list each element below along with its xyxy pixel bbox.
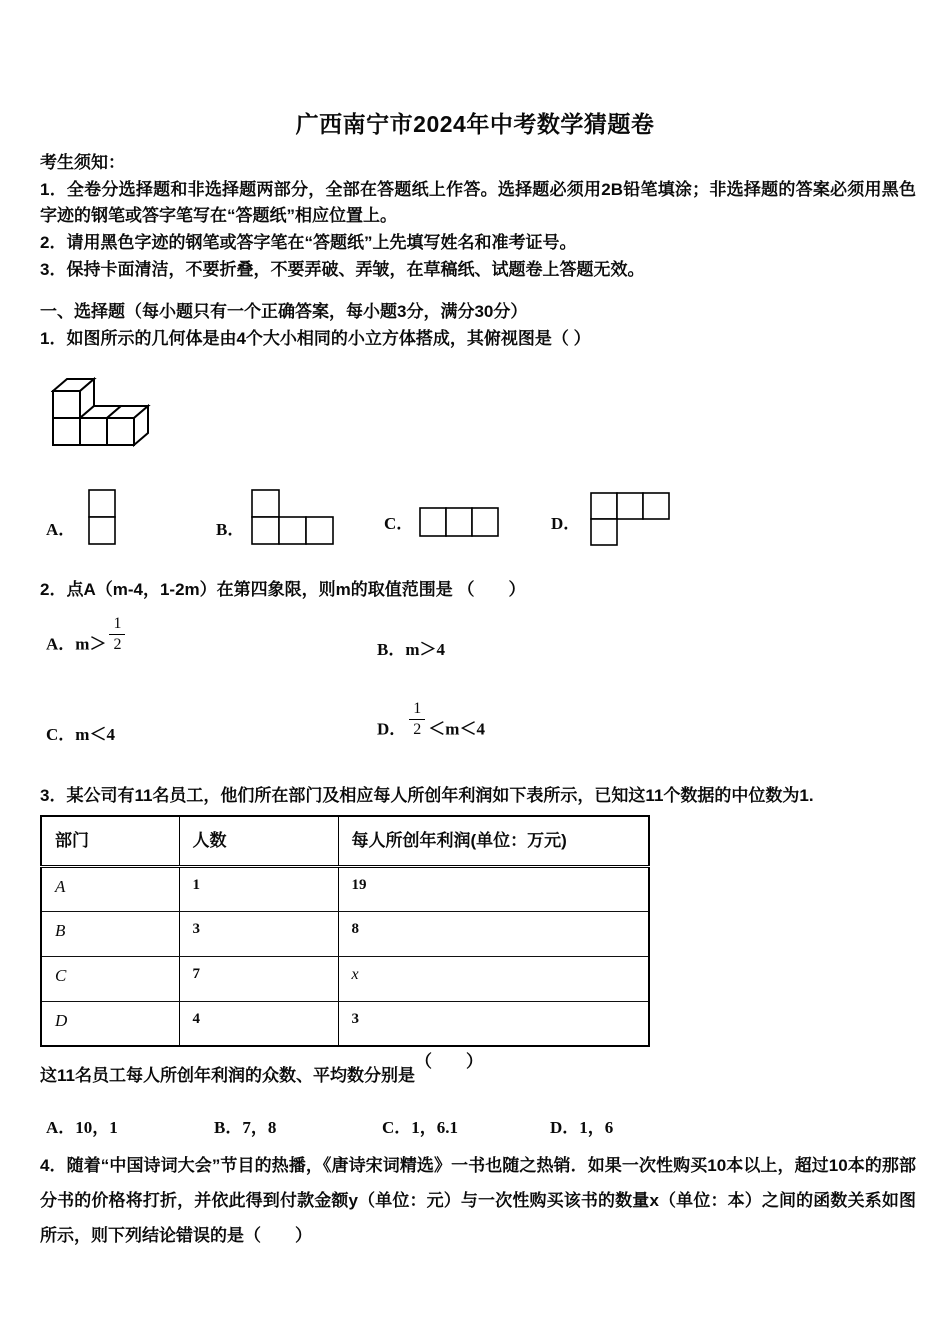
- q1-option-d-shape: [590, 492, 672, 548]
- q2-option-d-prefix: D．: [377, 719, 407, 739]
- q2-option-d: [377, 700, 485, 740]
- table-header-dept: 部门: [41, 816, 179, 866]
- question-2-text: 2．点A（m-4，1-2m）在第四象限，则m的取值范围是 （ ）: [40, 580, 526, 599]
- q3-options-row: [0, 1113, 950, 1137]
- table-header-profit: 每人所创年利润(单位：万元): [338, 816, 649, 866]
- question-1-text: 1．如图所示的几何体是由4个大小相同的小立方体搭成，其俯视图是（ ）: [40, 329, 591, 348]
- q2-option-c: C．m＜4: [46, 725, 115, 744]
- q1-options-row: [0, 478, 950, 558]
- table-cell-count: 3: [179, 911, 338, 956]
- q3-answer-paren: （ ）: [414, 1052, 483, 1071]
- table-cell-dept: B: [41, 911, 179, 956]
- q2-option-d-fraction: $\frac{1}{2}$: [409, 700, 425, 740]
- table-cell-dept: D: [41, 1001, 179, 1046]
- q3-option-a: A．10，1: [46, 1118, 118, 1137]
- profit-table: [40, 815, 650, 1047]
- notice-item-2: 2．请用黑色字迹的钢笔或答字笔在“答题纸”上先填写姓名和准考证号。: [40, 233, 577, 252]
- table-header-count: 人数: [179, 816, 338, 866]
- q1-option-c-label: C．: [384, 514, 414, 533]
- q3-option-b: B．7，8: [214, 1118, 277, 1137]
- q3-option-c: C．1，6.1: [382, 1118, 459, 1137]
- table-cell-dept: C: [41, 956, 179, 1001]
- table-cell-profit: 3: [338, 1001, 649, 1046]
- q2-option-a-prefix: A．m＞: [46, 634, 107, 654]
- table-cell-dept: A: [41, 866, 179, 911]
- q2-option-b: B．m＞4: [377, 640, 445, 659]
- table-row: [41, 956, 649, 1001]
- notice-heading: 考生须知：: [40, 153, 125, 172]
- table-cell-profit: 19: [338, 866, 649, 911]
- table-header-row: [41, 816, 649, 866]
- q3-followup-label: 这11名员工每人所创年利润的众数、平均数分别是: [40, 1066, 415, 1085]
- q1-option-a-shape: [88, 489, 118, 547]
- q2-option-a-fraction: $\frac{1}{2}$: [109, 615, 125, 655]
- table-cell-count: 4: [179, 1001, 338, 1046]
- q1-option-b-shape: [251, 489, 337, 547]
- q2-option-d-suffix: ＜m＜4: [428, 719, 485, 739]
- table-cell-count: 1: [179, 866, 338, 911]
- table-cell-profit: 8: [338, 911, 649, 956]
- page-title: 广西南宁市2024年中考数学猜题卷: [295, 111, 655, 137]
- q1-option-b-label: B．: [216, 520, 245, 539]
- q1-option-a-label: A．: [46, 520, 76, 539]
- notice-item-1: 1．全卷分选择题和非选择题两部分，全部在答题纸上作答。选择题必须用2B铅笔填涂；非选择题的答案必须用黑色字迹的钢笔或答字笔写在“答题纸”相应位置上。: [40, 180, 916, 225]
- notice-item-3: 3．保持卡面清洁，不要折叠，不要弄破、弄皱，在草稿纸、试题卷上答题无效。: [40, 260, 645, 279]
- table-cell-count: 7: [179, 956, 338, 1001]
- question-3-text: 3．某公司有11名员工，他们所在部门及相应每人所创年利润如下表所示，已知这11个数据的中位数为1.: [40, 786, 814, 805]
- q3-option-d: D．1，6: [550, 1118, 614, 1137]
- q1-option-d-label: D．: [551, 514, 581, 533]
- q3-followup-text: [40, 1052, 483, 1089]
- table-cell-profit: x: [338, 956, 649, 1001]
- table-row: [41, 1001, 649, 1046]
- q1-option-c-shape: [419, 507, 501, 539]
- q2-option-a: [46, 615, 128, 655]
- cube-stack-svg: [51, 368, 155, 448]
- cube-stack-figure: [51, 368, 155, 448]
- question-4-text: 4．随着“中国诗词大会”节目的热播，《唐诗宋词精选》一书也随之热销．如果一次性购买10本以上，超过10本的那部分书的价格将打折，并依此得到付款金额y（单位：元）与一次性购买该书的数量x（单位：本）之间的函数关系如图所示，则下列结论错误的是（ ）: [40, 1156, 916, 1245]
- table-row: [41, 911, 649, 956]
- table-row: [41, 866, 649, 911]
- section-1-header: 一、选择题（每小题只有一个正确答案，每小题3分，满分30分）: [40, 302, 528, 321]
